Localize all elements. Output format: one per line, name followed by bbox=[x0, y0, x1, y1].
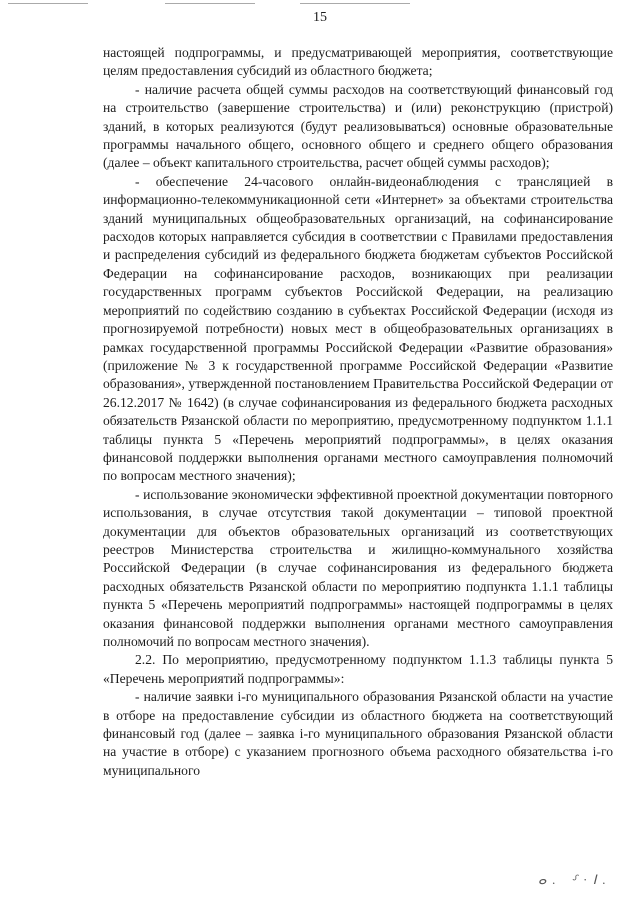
handwritten-initials-mark: ⴰ. ⸉·ⵏ. bbox=[538, 872, 612, 887]
scan-artifact-line bbox=[165, 3, 255, 4]
paragraph-continuation: настоящей подпрограммы, и предусматривающей мероприятия, соответствующие целям предоставления субсидий из областного бюджета; bbox=[103, 45, 613, 79]
page-number: 15 bbox=[313, 10, 327, 25]
paragraph: - использование экономически эффективной проектной документации повторного использования, в случае отсутствия такой документации – типовой проектной документации для объектов образовательных организаций из соответствующих реестров Министерства строительства и жилищно-коммунального хозяйства Российской Федерации (в случае софинансирования из федерального бюджета расходных обязательств Рязанской области по мероприятию подпункта 1.1.1 таблицы пункта 5 «Перечень мероприятий подпрограммы» настоящей подпрограммы в целях оказания финансовой поддержки выполнения органами местного самоуправления полномочий по вопросам местного значения). bbox=[103, 486, 613, 649]
document-body bbox=[103, 44, 613, 780]
paragraph: - обеспечение 24-часового онлайн-видеонаблюдения с трансляцией в информационно-телекоммуникационной сети «Интернет» за объектами строительства зданий муниципальных общеобразовательных организаций, на софинансирование расходов которых направляется субсидия в соответствии с Правилами предоставления и распределения субсидий из федерального бюджета бюджетам субъектов Российской Федерации на софинансирование расходов, возникающих при реализации государственных программ субъектов Российской Федерации, на реализацию мероприятий по содействию созданию в субъектах Российской Федерации (исходя из прогнозируемой потребности) новых мест в общеобразовательных организациях в рамках государственной программы Российской Федерации «Развитие образования» (приложение № 3 к государственной программе Российской Федерации «Развитие образования», утвержденной постановлением Правительства Российской Федерации от 26.12.2017 № 1642) (в случае софинансирования из федерального бюджета расходных обязательств Рязанской области по мероприятию, предусмотренному подпунктом 1.1.1 таблицы пункта 5 «Перечень мероприятий подпрограммы», в целях оказания финансовой поддержки выполнения органами местного самоуправления полномочий по вопросам местного значения); bbox=[103, 173, 613, 484]
paragraph: - наличие расчета общей суммы расходов на соответствующий финансовый год на строительство (завершение строительства) и (или) реконструкцию (пристрой) зданий, в которых реализуются (будут реализовываться) основные образовательные программы начального общего, основного общего и среднего общего образования (далее – объект капитального строительства, расчет общей суммы расходов); bbox=[103, 81, 613, 171]
paragraph: 2.2. По мероприятию, предусмотренному подпунктом 1.1.3 таблицы пункта 5 «Перечень мероприятий подпрограммы»: bbox=[103, 652, 613, 686]
scan-artifact-line bbox=[300, 3, 410, 4]
scan-artifact-line bbox=[8, 3, 88, 4]
paragraph: - наличие заявки i-го муниципального образования Рязанской области на участие в отборе на предоставление субсидии из областного бюджета на соответствующий финансовый год (далее – заявка i-го муниципального образования Рязанской области на участие в отборе) с указанием прогнозного объема расходного обязательства i-го муниципального bbox=[103, 689, 613, 778]
